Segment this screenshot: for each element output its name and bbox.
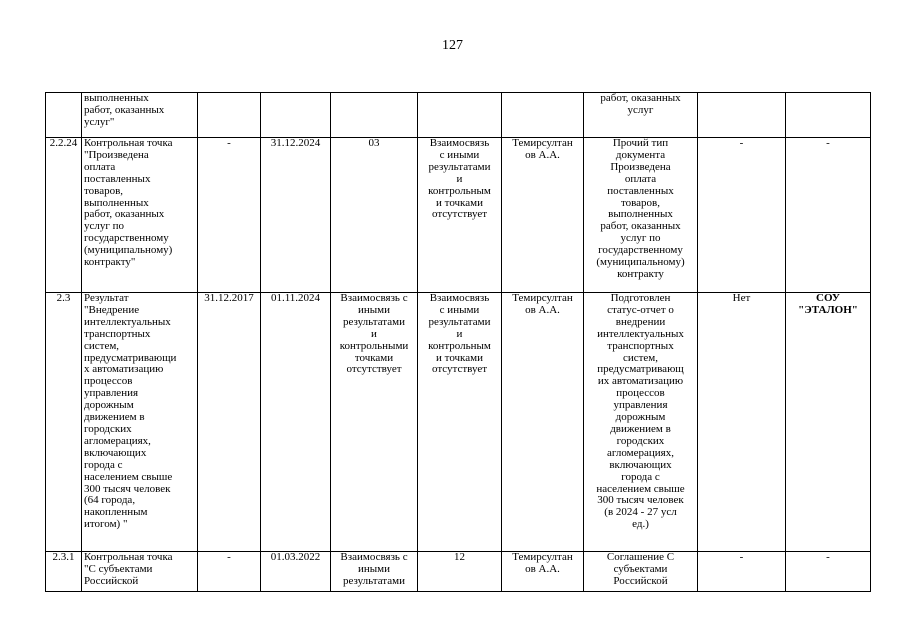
table-row — [46, 93, 871, 138]
row-successors — [418, 93, 502, 138]
row-level: - — [698, 138, 786, 293]
page-number: 127 — [442, 38, 463, 53]
row-document: Соглашение С субъектами Российской — [584, 552, 698, 592]
row-info-system: - — [786, 138, 871, 293]
row-successors: Взаимосвязь с иными результатами и контрольным и точками отсутствует — [418, 138, 502, 293]
row-predecessors: Взаимосвязь с иными результатами и контрольными точками отсутствует — [331, 293, 418, 552]
row-start-date: - — [198, 138, 261, 293]
row-end-date: 31.12.2024 — [261, 138, 331, 293]
table-row — [46, 552, 871, 592]
row-predecessors: Взаимосвязь с иными результатами — [331, 552, 418, 592]
row-info-system: - — [786, 552, 871, 592]
row-responsible: Темирсултан ов А.А. — [502, 552, 584, 592]
row-number — [46, 93, 82, 138]
row-name: выполненных работ, оказанных услуг" — [82, 93, 198, 138]
row-end-date — [261, 93, 331, 138]
row-predecessors: 03 — [331, 138, 418, 293]
row-info-system — [786, 93, 871, 138]
row-name: Контрольная точка "С субъектами Российской — [82, 552, 198, 592]
row-level — [698, 93, 786, 138]
row-number: 2.3.1 — [46, 552, 82, 592]
row-number: 2.3 — [46, 293, 82, 552]
row-responsible: Темирсултан ов А.А. — [502, 138, 584, 293]
row-start-date — [198, 93, 261, 138]
row-predecessors — [331, 93, 418, 138]
table-row — [46, 138, 871, 293]
row-document: Прочий тип документа Произведена оплата поставленных товаров, выполненных работ, оказанных услуг по государственному (муниципальному) контракту — [584, 138, 698, 293]
row-end-date: 01.03.2022 — [261, 552, 331, 592]
plan-table — [45, 92, 871, 592]
row-level: - — [698, 552, 786, 592]
row-start-date: - — [198, 552, 261, 592]
row-document: работ, оказанных услуг — [584, 93, 698, 138]
row-responsible — [502, 93, 584, 138]
row-end-date: 01.11.2024 — [261, 293, 331, 552]
row-info-system: СОУ "ЭТАЛОН" — [786, 293, 871, 552]
row-successors: Взаимосвязь с иными результатами и контрольным и точками отсутствует — [418, 293, 502, 552]
row-level: Нет — [698, 293, 786, 552]
row-number: 2.2.24 — [46, 138, 82, 293]
row-successors: 12 — [418, 552, 502, 592]
row-name: Результат "Внедрение интеллектуальных транспортных систем, предусматривающи х автоматизацию процессов управления дорожным движением в городских агломерациях, включающих города с населением свыше 300 тысяч человек (64 города, накопленным итогом) " — [82, 293, 198, 552]
row-name: Контрольная точка "Произведена оплата поставленных товаров, выполненных работ, оказанных услуг по государственному (муниципальному) контракту" — [82, 138, 198, 293]
row-start-date: 31.12.2017 — [198, 293, 261, 552]
table-row — [46, 293, 871, 552]
row-responsible: Темирсултан ов А.А. — [502, 293, 584, 552]
row-document: Подготовлен статус-отчет о внедрении интеллектуальных транспортных систем, предусматривающ их автоматизацию процессов управления дорожным движением в городских агломерациях, включающих города с населением свыше 300 тысяч человек (в 2024 - 27 усл ед.) — [584, 293, 698, 552]
